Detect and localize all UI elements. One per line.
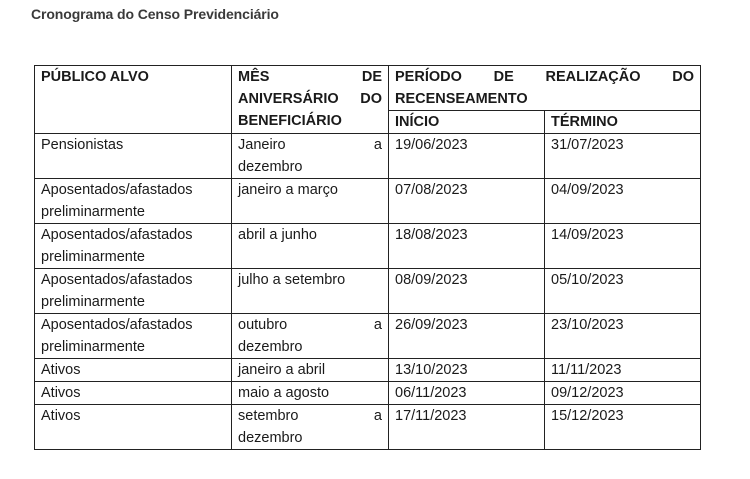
header-publico-alvo bbox=[35, 66, 232, 134]
cell-inicio: 19/06/2023 bbox=[389, 134, 545, 179]
cell-publico: Pensionistas bbox=[35, 134, 232, 179]
table-row bbox=[35, 405, 701, 450]
cell-publico-line2: preliminarmente bbox=[41, 249, 145, 265]
page-title: Cronograma do Censo Previdenciário bbox=[31, 6, 279, 22]
cell-mes-line1: outubro a bbox=[238, 317, 382, 333]
cell-publico-line2: preliminarmente bbox=[41, 294, 145, 310]
cell-inicio: 06/11/2023 bbox=[389, 382, 545, 405]
header-periodo bbox=[389, 66, 701, 111]
cell-mes: abril a junho bbox=[232, 224, 389, 269]
table-row bbox=[35, 134, 701, 179]
cell-inicio: 08/09/2023 bbox=[389, 269, 545, 314]
cell-mes: julho a setembro bbox=[232, 269, 389, 314]
cell-mes bbox=[232, 405, 389, 450]
cell-inicio: 07/08/2023 bbox=[389, 179, 545, 224]
header-periodo-line2: RECENSEAMENTO bbox=[395, 91, 528, 107]
schedule-table bbox=[34, 65, 701, 450]
cell-publico-line1: Aposentados/afastados bbox=[41, 272, 193, 288]
cell-termino: 11/11/2023 bbox=[545, 359, 701, 382]
header-periodo-line1: PERÍODO DE REALIZAÇÃO DO bbox=[395, 69, 694, 85]
cell-mes: janeiro a abril bbox=[232, 359, 389, 382]
cell-mes-line1: setembro a bbox=[238, 408, 382, 424]
cell-termino: 15/12/2023 bbox=[545, 405, 701, 450]
cell-publico bbox=[35, 224, 232, 269]
header-mes-line1: MÊS DE bbox=[238, 69, 382, 85]
cell-termino: 14/09/2023 bbox=[545, 224, 701, 269]
cell-inicio: 18/08/2023 bbox=[389, 224, 545, 269]
cell-mes: maio a agosto bbox=[232, 382, 389, 405]
cell-termino: 23/10/2023 bbox=[545, 314, 701, 359]
cell-inicio: 13/10/2023 bbox=[389, 359, 545, 382]
table-row bbox=[35, 359, 701, 382]
cell-mes-line2: dezembro bbox=[238, 339, 303, 355]
cell-mes-line1: Janeiro a bbox=[238, 137, 382, 153]
table-row bbox=[35, 224, 701, 269]
header-mes-line2: ANIVERSÁRIO DO bbox=[238, 91, 382, 107]
header-mes-line3: BENEFICIÁRIO bbox=[238, 113, 342, 129]
cell-mes-line2: dezembro bbox=[238, 159, 303, 175]
cell-termino: 31/07/2023 bbox=[545, 134, 701, 179]
header-termino: TÉRMINO bbox=[545, 111, 701, 134]
cell-termino: 05/10/2023 bbox=[545, 269, 701, 314]
header-row bbox=[35, 66, 701, 111]
header-publico-label: PÚBLICO ALVO bbox=[41, 69, 149, 85]
cell-publico-line1: Aposentados/afastados bbox=[41, 227, 193, 243]
cell-publico: Ativos bbox=[35, 382, 232, 405]
cell-publico: Ativos bbox=[35, 359, 232, 382]
cell-publico-line2: preliminarmente bbox=[41, 339, 145, 355]
cell-mes bbox=[232, 314, 389, 359]
cell-publico bbox=[35, 269, 232, 314]
header-mes-aniversario bbox=[232, 66, 389, 134]
cell-mes-line2: dezembro bbox=[238, 430, 303, 446]
cell-publico-line1: Aposentados/afastados bbox=[41, 317, 193, 333]
table-row bbox=[35, 382, 701, 405]
cell-publico-line1: Aposentados/afastados bbox=[41, 182, 193, 198]
cell-publico-line2: preliminarmente bbox=[41, 204, 145, 220]
cell-mes bbox=[232, 134, 389, 179]
cell-publico bbox=[35, 314, 232, 359]
cell-mes: janeiro a março bbox=[232, 179, 389, 224]
cell-inicio: 26/09/2023 bbox=[389, 314, 545, 359]
cell-publico bbox=[35, 179, 232, 224]
table-row bbox=[35, 314, 701, 359]
header-inicio: INÍCIO bbox=[389, 111, 545, 134]
cell-inicio: 17/11/2023 bbox=[389, 405, 545, 450]
table-row bbox=[35, 179, 701, 224]
cell-publico: Ativos bbox=[35, 405, 232, 450]
table-row bbox=[35, 269, 701, 314]
cell-termino: 04/09/2023 bbox=[545, 179, 701, 224]
cell-termino: 09/12/2023 bbox=[545, 382, 701, 405]
